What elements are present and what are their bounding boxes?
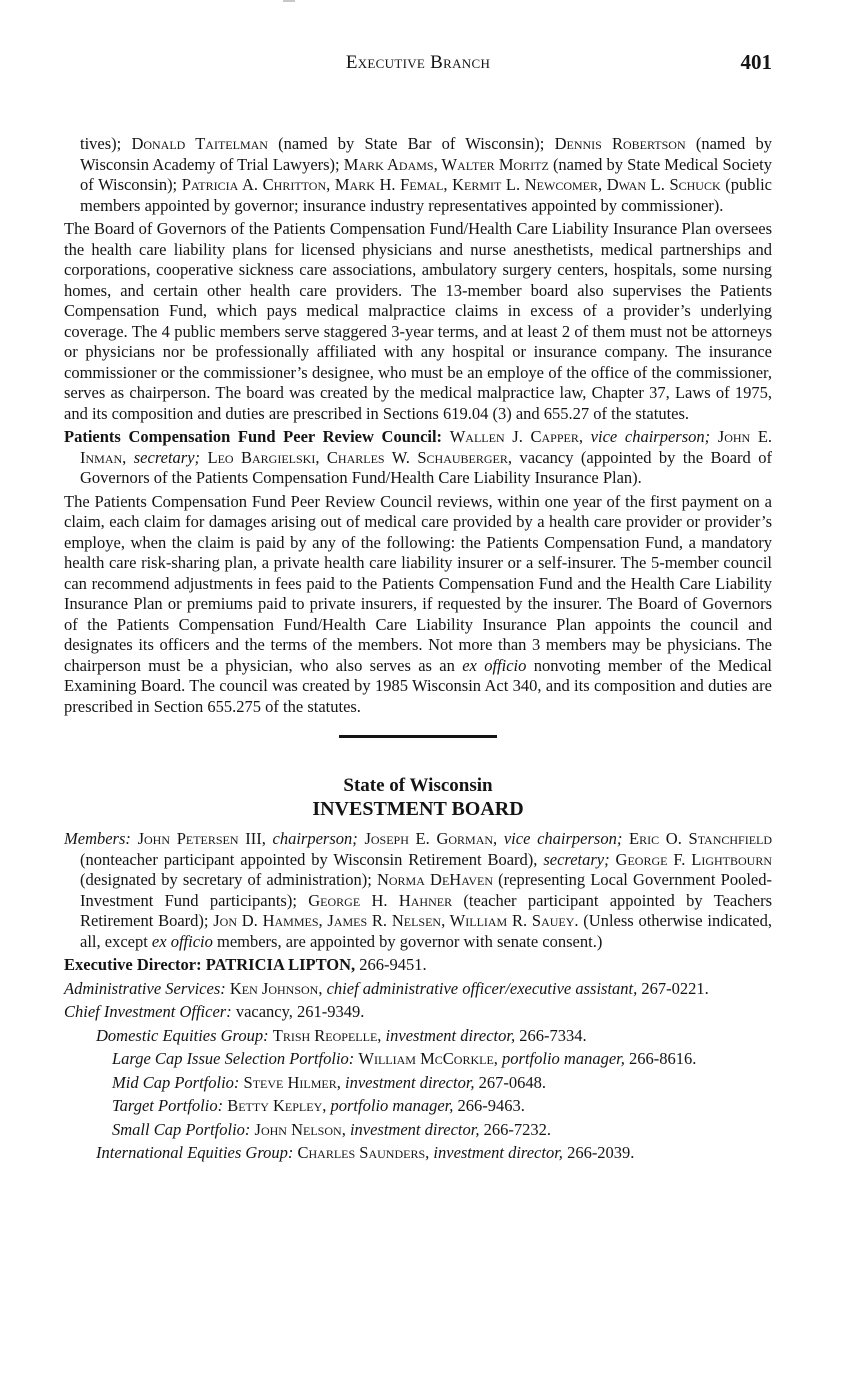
page-body <box>64 134 772 1164</box>
council-description: The Patients Compensation Fund Peer Review Council reviews, within one year of the first payment on a claim, each claim for damages arising out of medical care provided by a health care provider or provider’s employe, when the claim is paid by any of the following: the Patients Compensation Fund, a mandatory health care risk-sharing plan, a private health care liability insurer or a self-insurer. The 5-member council can recommend adjustments in fees paid to the Patients Compensation Fund and the Health Care Liability Insurance Plan or premiums paid to private insurers, if requested by the insurer. The Board of Governors of the Patients Compensation Fund/Health Care Liability Insurance Plan appoints the council and designates its officers and the terms of the members. Not more than 3 members may be physicians. The chairperson must be a physician, who also serves as an ex officio nonvoting member of the Medical Examining Board. The council was created by 1985 Wisconsin Act 340, and its composition and duties are prescribed in Section 655.275 of the statutes. <box>64 491 772 716</box>
page-number: 401 <box>740 50 772 74</box>
members-label: Members: <box>64 829 131 848</box>
target-portfolio: Target Portfolio: Betty Kepley, portfolio manager, 266-9463. <box>112 1096 525 1115</box>
section-divider <box>339 735 497 738</box>
member-names: Patricia A. Chritton, Mark H. Femal, Kermit L. Newcomer, Dwan L. Schuck <box>181 175 721 194</box>
page-header <box>64 52 772 80</box>
administrative-services: Administrative Services: Ken Johnson, chief administrative officer/executive assistant, 267-0221. <box>64 978 709 998</box>
international-equities-group: International Equities Group: Charles Saunders, investment director, 266-2039. <box>96 1143 635 1162</box>
member-names: Donald Taitelman <box>131 134 268 153</box>
chief-investment-officer: Chief Investment Officer: vacancy, 261-9349. <box>64 1002 365 1021</box>
section-title: INVESTMENT BOARD <box>312 798 524 820</box>
peer-review-council: Patients Compensation Fund Peer Review Council: Wallen J. Capper, vice chairperson; John E. Inman, secretary; Leo Bargielski, Charles W. Schauberger, vacancy (appointed by the Board of Governors of the Patients Compensation Fund/Health Care Liability Insurance Plan). <box>64 427 773 487</box>
mid-cap-portfolio: Mid Cap Portfolio: Steve Hilmer, investment director, 267-0648. <box>112 1072 547 1092</box>
large-cap-portfolio: Large Cap Issue Selection Portfolio: William McCorkle, portfolio manager, 266-8616. <box>112 1049 697 1068</box>
running-head: Executive Branch <box>345 52 491 73</box>
section-title-top: State of Wisconsin <box>343 775 493 796</box>
members-list: Members: John Petersen III, chairperson; Joseph E. Gorman, vice chairperson; Eric O. Stanchfield (nonteacher participant appointed by Wisconsin Retirement Board), secretary; George F. Lightbourn (designated by secretary of administration); Norma DeHaven (representing Local Government Pooled-Investment Fund participants); George H. Hahner (teacher participant appointed by Teachers Retirement Board); Jon D. Hammes, James R. Nelsen, William R. Sauey. (Unless otherwise indicated, all, except ex officio members, are appointed by governor with senate consent.) <box>64 829 773 951</box>
continued-member-list: tives); Donald Taitelman (named by State Bar of Wisconsin); Dennis Robertson (named by Wisconsin Academy of Trial Lawyers); Mark Adams, Walter Moritz (named by State Medical Society of Wisconsin); Patricia A. Chritton, Mark H. Femal, Kermit L. Newcomer, Dwan L. Schuck (public members appointed by governor; insurance industry representatives appointed by commissioner). <box>80 134 772 215</box>
domestic-equities-group: Domestic Equities Group: Trish Reopelle, investment director, 266-7334. <box>96 1025 587 1045</box>
member-names: Dennis Robertson <box>554 134 686 153</box>
council-label: Patients Compensation Fund Peer Review Council: <box>64 427 443 446</box>
scan-mark <box>283 0 295 2</box>
member-names: Mark Adams, Walter Moritz <box>343 154 549 174</box>
board-description: The Board of Governors of the Patients Compensation Fund/Health Care Liability Insurance Plan oversees the health care liability plans for licensed physicians and nurse anesthetists, medical partnerships and corporations, cooperative sickness care associations, ambulatory surgery centers, hospitals, some nursing homes, and certain other health care providers. The 13-member board also supervises the Patients Compensation Fund, which pays medical malpractice claims in excess of a provider’s underlying coverage. The 4 public members serve staggered 3-year terms, and at least 2 of them must not be attorneys or physicians nor be professionally affiliated with any hospital or insurance company. The insurance commissioner or the commissioner’s designee, who must be an employe of the office of the commissioner, serves as chairperson. The board was created by the medical malpractice law, Chapter 37, Laws of 1975, and its composition and duties are prescribed in Sections 619.04 (3) and 655.27 of the statutes. <box>64 219 772 423</box>
executive-director: Executive Director: PATRICIA LIPTON, 266-9451. <box>64 955 427 974</box>
small-cap-portfolio: Small Cap Portfolio: John Nelson, investment director, 266-7232. <box>112 1119 551 1139</box>
